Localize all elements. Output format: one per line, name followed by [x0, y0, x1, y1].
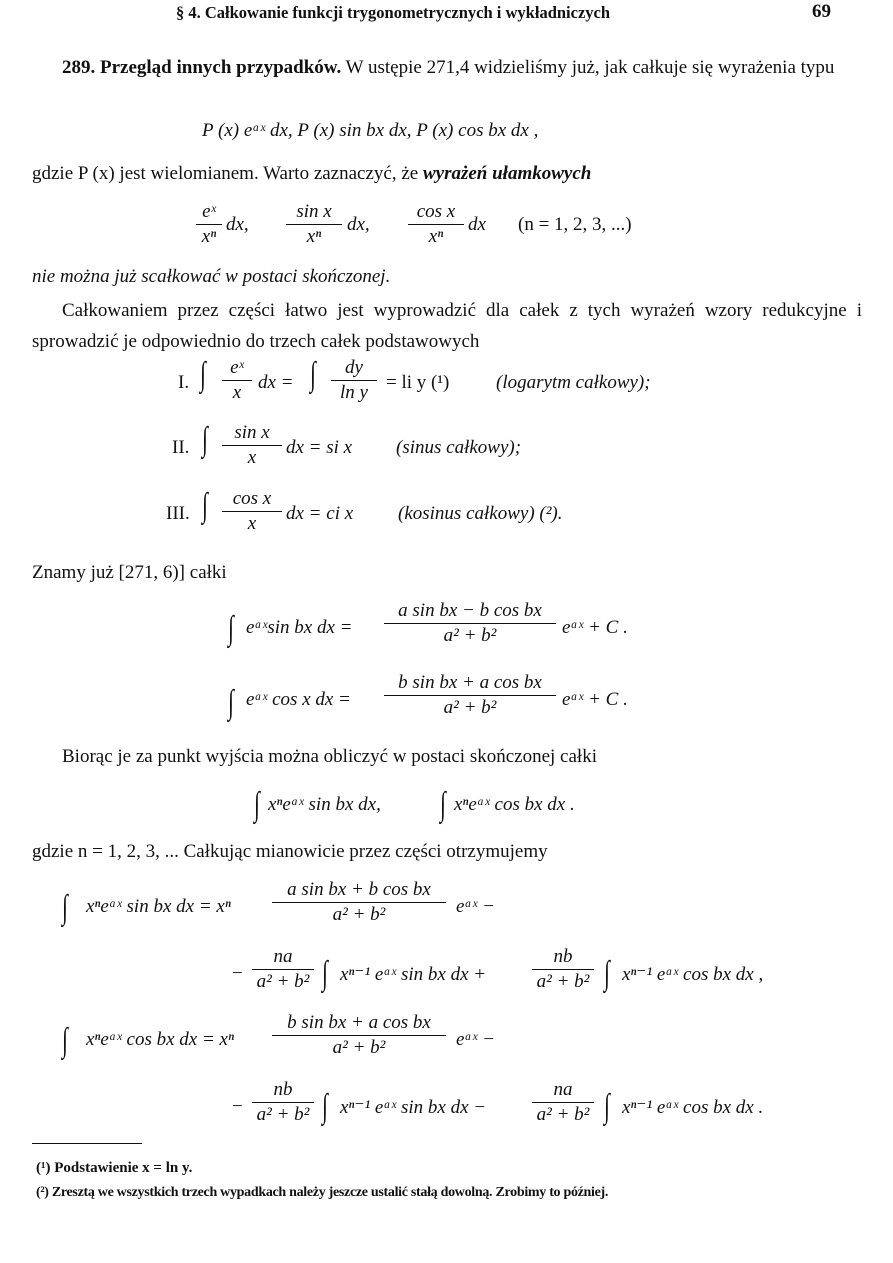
integral-II-result: dx = si x — [286, 437, 353, 458]
integral-sign: ∫ — [440, 786, 446, 823]
footnote-2: (²) Zresztą we wszystkich trzech wypadkach należy jeszcze ustalić stałą dowolną. Zrobimy to później. — [36, 1185, 609, 1200]
page-number: 69 — [812, 1, 831, 22]
dx-3: dx — [468, 214, 486, 235]
formula1-left: xⁿeᵃˣ sin bx dx = xⁿ — [86, 896, 231, 917]
numerator: b sin bx + a cos bx — [398, 672, 542, 693]
label-II: II. — [172, 437, 190, 458]
numerator: cos x — [416, 201, 456, 222]
fraction-ex-x — [222, 357, 252, 404]
known-a-left: eᵃˣsin bx dx = — [246, 617, 353, 638]
numerator: eˣ — [230, 357, 244, 378]
denominator: xⁿ — [201, 226, 217, 247]
integral-sign: ∫ — [228, 610, 234, 647]
integral-sign: ∫ — [254, 786, 260, 823]
line-not-finite: nie można już scałkować w postaci skończonej. — [32, 266, 391, 287]
integral-sign: ∫ — [604, 1088, 610, 1125]
dx-1: dx, — [226, 214, 249, 235]
integral-sign: ∫ — [322, 1088, 328, 1125]
formula1-end: xⁿ⁻¹ eᵃˣ cos bx dx , — [622, 964, 764, 985]
denominator: a² + b² — [332, 904, 386, 925]
label-III: III. — [166, 503, 190, 524]
pair-integral-sin: xⁿeᵃˣ sin bx dx, — [268, 794, 381, 815]
numerator: na — [553, 1079, 573, 1100]
fraction-cosx-x — [222, 488, 282, 535]
footnote-1: (¹) Podstawienie x = ln y. — [36, 1160, 193, 1176]
label-I: I. — [178, 372, 190, 393]
integral-sign: ∫ — [228, 684, 234, 721]
section-intro: W ustępie 271,4 widzieliśmy już, jak całkuje się wyrażenia typu — [345, 57, 835, 78]
fraction-dy-lny — [331, 357, 377, 404]
line-polynomial-text: gdzie P (x) jest wielomianem. Warto zaznaczyć, że — [32, 163, 423, 184]
integral-sign: ∫ — [62, 889, 68, 926]
integral-sign: ∫ — [322, 955, 328, 992]
formula2-right: eᵃˣ − — [456, 1029, 495, 1050]
expression-types: P (x) eᵃˣ dx, P (x) sin bx dx, P (x) cos bx dx , — [202, 120, 539, 141]
formula1-mid: xⁿ⁻¹ eᵃˣ sin bx dx + — [340, 964, 487, 985]
denominator: a² + b² — [443, 697, 497, 718]
denominator: ln y — [340, 382, 368, 403]
fraction-cos-xn — [408, 201, 464, 248]
denominator: x — [247, 513, 257, 534]
fraction-nb — [252, 1079, 314, 1126]
fraction-sinx-x — [222, 422, 282, 469]
integral-III-name: (kosinus całkowy) (²). — [398, 503, 563, 524]
integral-sign: ∫ — [604, 955, 610, 992]
denominator: a² + b² — [443, 625, 497, 646]
formula2-mid: xⁿ⁻¹ eᵃˣ sin bx dx − — [340, 1097, 487, 1118]
known-b-left: eᵃˣ cos x dx = — [246, 689, 351, 710]
integral-sign: ∫ — [200, 356, 206, 393]
numerator: a sin bx − b cos bx — [398, 600, 542, 621]
denominator: xⁿ — [428, 226, 444, 247]
integral-sign: ∫ — [202, 421, 208, 458]
fraction-exp-xn — [196, 201, 222, 248]
integral-sign: ∫ — [310, 356, 316, 393]
integral-II-name: (sinus całkowy); — [396, 437, 522, 458]
integral-III-result: dx = ci x — [286, 503, 354, 524]
line-starting: Biorąc je za punkt wyjścia można obliczyć w postaci skończonej całki — [62, 746, 597, 767]
known-a-right: eᵃˣ + C . — [562, 617, 628, 638]
denominator: x — [247, 447, 257, 468]
denominator: a² + b² — [256, 1104, 310, 1125]
denominator: a² + b² — [536, 1104, 590, 1125]
formula1-minus: − — [232, 963, 243, 984]
dx-2: dx, — [347, 214, 370, 235]
fraction-na — [252, 946, 314, 993]
denominator: x — [232, 382, 242, 403]
denominator: a² + b² — [332, 1037, 386, 1058]
numerator: sin x — [296, 201, 332, 222]
integral-I-result: = li y (¹) — [386, 372, 450, 393]
fraction-formula1 — [272, 879, 446, 926]
fraction-nb — [532, 946, 594, 993]
integral-sign: ∫ — [62, 1022, 68, 1059]
formula1-right: eᵃˣ − — [456, 896, 495, 917]
numerator: b sin bx + a cos bx — [287, 1012, 431, 1033]
footnote-rule — [32, 1143, 142, 1144]
paragraph-reduction: Całkowaniem przez części łatwo jest wyprowadzić dla całek z tych wyrażeń wzory redukcyjne i sprowadzić je odpowiednio do trzech całek podstawowych — [32, 300, 862, 352]
integral-sign: ∫ — [202, 487, 208, 524]
n-range: (n = 1, 2, 3, ...) — [518, 214, 632, 235]
numerator: cos x — [232, 488, 272, 509]
emph-fractional: wyrażeń ułamkowych — [422, 163, 592, 184]
denominator: a² + b² — [536, 971, 590, 992]
integral-I-mid: dx = — [258, 372, 294, 393]
numerator: nb — [273, 1079, 293, 1100]
fraction-na — [532, 1079, 594, 1126]
line-known: Znamy już [271, 6)] całki — [32, 562, 227, 583]
denominator: xⁿ — [306, 226, 322, 247]
numerator: na — [273, 946, 293, 967]
numerator: sin x — [234, 422, 270, 443]
formula2-end: xⁿ⁻¹ eᵃˣ cos bx dx . — [622, 1097, 764, 1118]
known-b-right: eᵃˣ + C . — [562, 689, 628, 710]
section-title: Przegląd innych przypadków. — [100, 57, 342, 78]
pair-integral-cos: xⁿeᵃˣ cos bx dx . — [454, 794, 575, 815]
fraction-formula2 — [272, 1012, 446, 1059]
fraction-known-b — [384, 672, 556, 719]
numerator: nb — [553, 946, 573, 967]
numerator: eˣ — [202, 201, 216, 222]
numerator: a sin bx + b cos bx — [287, 879, 431, 900]
fraction-known-a — [384, 600, 556, 647]
fraction-sin-xn — [286, 201, 342, 248]
running-header: § 4. Całkowanie funkcji trygonometrycznych i wykładniczych — [176, 3, 611, 22]
paragraph-289 — [32, 52, 862, 83]
formula2-left: xⁿeᵃˣ cos bx dx = xⁿ — [86, 1029, 234, 1050]
formula2-minus: − — [232, 1096, 243, 1117]
section-number: 289. — [62, 57, 96, 78]
line-polynomial — [32, 163, 591, 185]
integral-I-name: (logarytm całkowy); — [496, 372, 651, 393]
line-parts: gdzie n = 1, 2, 3, ... Całkując mianowicie przez części otrzymujemy — [32, 841, 548, 862]
denominator: a² + b² — [256, 971, 310, 992]
numerator: dy — [345, 357, 363, 378]
